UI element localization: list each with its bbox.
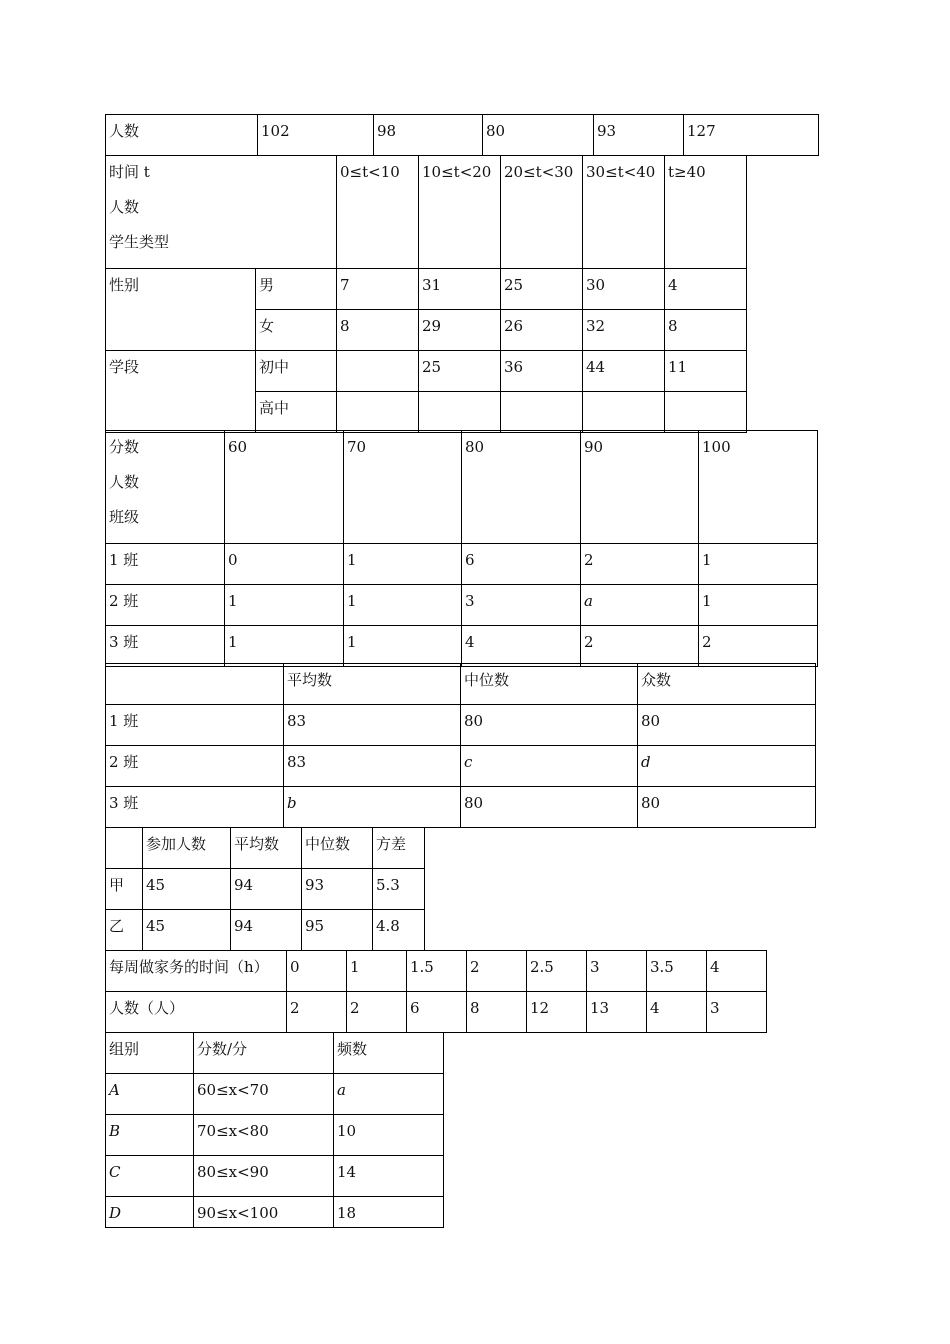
cell: 98 xyxy=(374,115,483,156)
cell xyxy=(337,351,419,392)
column-header: 众数 xyxy=(638,664,816,705)
housework-time-table xyxy=(105,950,767,1033)
cell: 1.5 xyxy=(407,951,467,992)
row-label: 女 xyxy=(256,310,337,351)
cell: 4 xyxy=(665,269,747,310)
cell: b xyxy=(284,787,461,828)
cell: 0 xyxy=(287,951,347,992)
cell: 31 xyxy=(419,269,501,310)
column-header: 方差 xyxy=(373,828,425,869)
cell: 80 xyxy=(638,787,816,828)
column-header: 0≤t<10 xyxy=(337,156,419,269)
cell: 2.5 xyxy=(527,951,587,992)
row-label: 初中 xyxy=(256,351,337,392)
row-label: 2 班 xyxy=(106,585,225,626)
cell: 26 xyxy=(501,310,583,351)
cell: 25 xyxy=(419,351,501,392)
cell: C xyxy=(106,1156,194,1197)
column-header: 100 xyxy=(699,431,818,544)
cell: 4.8 xyxy=(373,910,425,951)
column-header: 组别 xyxy=(106,1033,194,1074)
cell: B xyxy=(106,1115,194,1156)
column-header: 90 xyxy=(581,431,699,544)
cell: 90≤x<100 xyxy=(194,1197,334,1228)
cell: 8 xyxy=(337,310,419,351)
cell: 14 xyxy=(334,1156,444,1197)
cell: 2 xyxy=(699,626,818,667)
header-cell xyxy=(106,156,337,269)
cell: 4 xyxy=(647,992,707,1033)
contestant-comparison-table xyxy=(105,827,425,951)
cell: 2 xyxy=(347,992,407,1033)
cell: 4 xyxy=(707,951,767,992)
cell: A xyxy=(106,1074,194,1115)
column-header: 60 xyxy=(225,431,344,544)
cell xyxy=(665,392,747,433)
row-label: 男 xyxy=(256,269,337,310)
column-header: 中位数 xyxy=(302,828,373,869)
row-label: 3 班 xyxy=(106,787,284,828)
cell: 4 xyxy=(462,626,581,667)
cell: 45 xyxy=(143,910,231,951)
header-line: 班级 xyxy=(109,508,140,526)
cell: 2 xyxy=(581,626,699,667)
column-header xyxy=(106,828,143,869)
row-group-label: 性别 xyxy=(106,269,256,351)
cell: 2 xyxy=(581,544,699,585)
cell: 60≤x<70 xyxy=(194,1074,334,1115)
row-label: 2 班 xyxy=(106,746,284,787)
cell: 18 xyxy=(334,1197,444,1228)
cell: 80 xyxy=(638,705,816,746)
cell: 29 xyxy=(419,310,501,351)
cell: a xyxy=(334,1074,444,1115)
class-statistics-table xyxy=(105,663,816,828)
column-header: 平均数 xyxy=(231,828,302,869)
row-label: 高中 xyxy=(256,392,337,433)
row-group-label: 学段 xyxy=(106,351,256,433)
cell: 80 xyxy=(461,787,638,828)
cell: c xyxy=(461,746,638,787)
cell: 3.5 xyxy=(647,951,707,992)
row-label: 3 班 xyxy=(106,626,225,667)
cell: 83 xyxy=(284,746,461,787)
cell: 93 xyxy=(302,869,373,910)
cell xyxy=(337,392,419,433)
cell: 3 xyxy=(462,585,581,626)
cell: 1 xyxy=(225,585,344,626)
column-header: t≥40 xyxy=(665,156,747,269)
column-header: 30≤t<40 xyxy=(583,156,665,269)
cell: 102 xyxy=(258,115,374,156)
cell: 70≤x<80 xyxy=(194,1115,334,1156)
cell: D xyxy=(106,1197,194,1228)
row-label: 1 班 xyxy=(106,705,284,746)
cell: 30 xyxy=(583,269,665,310)
column-header: 分数/分 xyxy=(194,1033,334,1074)
cell: 人数 xyxy=(106,115,258,156)
cell: 5.3 xyxy=(373,869,425,910)
cell: 12 xyxy=(527,992,587,1033)
cell: d xyxy=(638,746,816,787)
cell: 80 xyxy=(461,705,638,746)
cell xyxy=(583,392,665,433)
cell: 1 xyxy=(699,544,818,585)
header-line: 时间 t xyxy=(109,163,150,181)
column-header: 参加人数 xyxy=(143,828,231,869)
cell: 3 xyxy=(587,951,647,992)
cell: 127 xyxy=(684,115,819,156)
cell: 13 xyxy=(587,992,647,1033)
cell: 1 xyxy=(699,585,818,626)
cell: 8 xyxy=(665,310,747,351)
cell: 44 xyxy=(583,351,665,392)
cell: 1 xyxy=(344,626,462,667)
cell: 95 xyxy=(302,910,373,951)
cell: 0 xyxy=(225,544,344,585)
row-label: 1 班 xyxy=(106,544,225,585)
column-header: 20≤t<30 xyxy=(501,156,583,269)
cell: 6 xyxy=(462,544,581,585)
score-frequency-table xyxy=(105,1032,444,1228)
header-line: 学生类型 xyxy=(109,233,170,251)
header-line: 人数 xyxy=(109,198,140,216)
cell: 3 xyxy=(707,992,767,1033)
header-line: 人数 xyxy=(109,473,140,491)
class-score-table xyxy=(105,430,818,667)
row-label: 人数（人） xyxy=(106,992,287,1033)
cell: 93 xyxy=(594,115,684,156)
column-header: 80 xyxy=(462,431,581,544)
cell: 80 xyxy=(483,115,594,156)
column-header: 平均数 xyxy=(284,664,461,705)
cell: 36 xyxy=(501,351,583,392)
cell: 80≤x<90 xyxy=(194,1156,334,1197)
cell: 1 xyxy=(344,585,462,626)
header-line: 分数 xyxy=(109,438,140,456)
cell: 6 xyxy=(407,992,467,1033)
cell: 45 xyxy=(143,869,231,910)
population-table xyxy=(105,114,819,156)
column-header xyxy=(106,664,284,705)
cell: 2 xyxy=(467,951,527,992)
column-header: 10≤t<20 xyxy=(419,156,501,269)
cell: 10 xyxy=(334,1115,444,1156)
cell: 1 xyxy=(347,951,407,992)
cell xyxy=(419,392,501,433)
cell: 7 xyxy=(337,269,419,310)
cell: 94 xyxy=(231,910,302,951)
cell: 1 xyxy=(225,626,344,667)
column-header: 频数 xyxy=(334,1033,444,1074)
cell: a xyxy=(581,585,699,626)
cell: 1 xyxy=(344,544,462,585)
column-header: 70 xyxy=(344,431,462,544)
row-label: 每周做家务的时间（h） xyxy=(106,951,287,992)
header-cell xyxy=(106,431,225,544)
column-header: 中位数 xyxy=(461,664,638,705)
cell: 2 xyxy=(287,992,347,1033)
time-student-type-table xyxy=(105,155,747,433)
cell: 25 xyxy=(501,269,583,310)
cell: 83 xyxy=(284,705,461,746)
cell: 8 xyxy=(467,992,527,1033)
cell: 32 xyxy=(583,310,665,351)
cell xyxy=(501,392,583,433)
cell: 94 xyxy=(231,869,302,910)
row-label: 甲 xyxy=(106,869,143,910)
row-label: 乙 xyxy=(106,910,143,951)
cell: 11 xyxy=(665,351,747,392)
